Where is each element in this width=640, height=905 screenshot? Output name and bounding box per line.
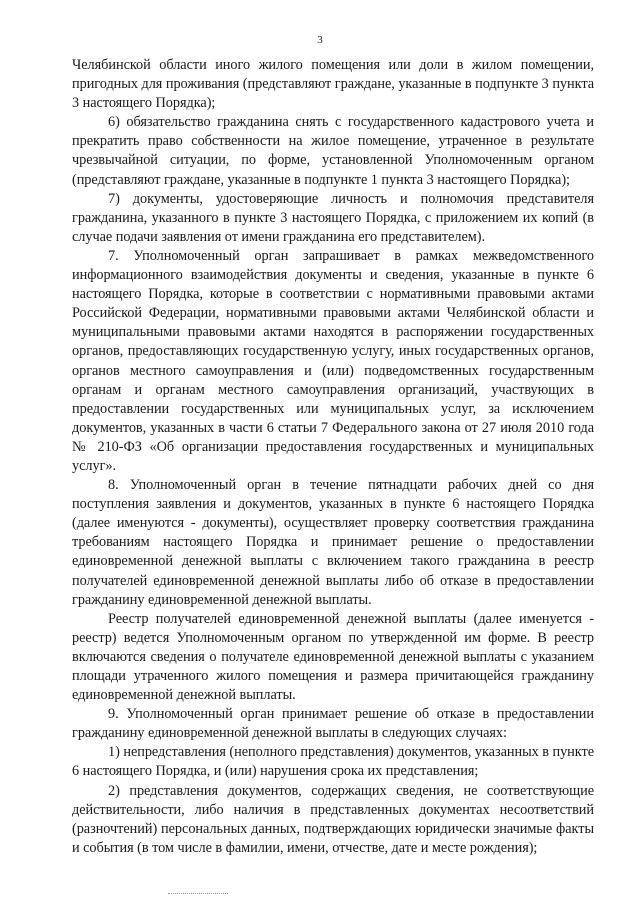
paragraph-item-6: 6) обязательство гражданина снять с государственного кадастрового учета и прекратить право собственности на жилое помещение, утраченное в результате чрезвычайной ситуации, по форме, установленной Уполномоченным органом (представляют граждане, указанные в подпункте 1 пункта 3 настоящего Порядка); <box>72 114 594 188</box>
paragraph-continuation: Челябинской области иного жилого помещения или доли в жилом помещении, пригодных для проживания (представляют граждане, указанные в подпункте 3 пункта 3 настоящего Порядка); <box>72 57 594 112</box>
paragraph-refusal-2: 2) представления документов, содержащих сведения, не соответствующие действительности, либо наличия в представленных документах несоответствий (разночтений) персональных данных, подтверждающих юридически значимые факты и события (в том числе в фамилии, имени, отчестве, дате и месте рождения); <box>72 782 594 856</box>
paragraph-clause-9: 9. Уполномоченный орган принимает решение об отказе в предоставлении гражданину единовременной денежной выплаты в следующих случаях: <box>72 706 594 742</box>
footer-scan-mark <box>168 893 228 896</box>
paragraph-refusal-1: 1) непредставления (неполного представления) документов, указанных в пункте 6 настоящего Порядка, и (или) нарушения срока их представления; <box>72 744 594 780</box>
page-number: 3 <box>317 34 323 46</box>
paragraph-registry: Реестр получателей единовременной денежной выплаты (далее именуется - реестр) ведется Уполномоченным органом по утвержденной им форме. В реестр включаются сведения о получателе единовременной денежной выплаты с указанием площади утраченного жилого помещения и размера причитающейся гражданину единовременной денежной выплаты. <box>72 610 594 704</box>
paragraph-clause-8: 8. Уполномоченный орган в течение пятнадцати рабочих дней со дня поступления заявления и документов, указанных в пункте 6 настоящего Порядка (далее именуются - документы), осуществляет проверку соответствия гражданина требованиям настоящего Порядка и принимает решение о предоставлении единовременной денежной выплаты с включением такого гражданина в реестр получателей единовременной денежной выплаты либо об отказе в предоставлении гражданину единовременной денежной выплаты. <box>72 477 594 608</box>
paragraph-item-7: 7) документы, удостоверяющие личность и полномочия представителя гражданина, указанного в пункте 3 настоящего Порядка, с приложением их копий (в случае подачи заявления от имени гражданина его представителем). <box>72 190 594 245</box>
paragraph-clause-7: 7. Уполномоченный орган запрашивает в рамках межведомственного информационного взаимодействия документы и сведения, указанные в пункте 6 настоящего Порядка, которые в соответствии с нормативными правовыми актами Российской Федерации, нормативными правовыми актами Челябинской области и муниципальными правовыми актами находятся в распоряжении государственных органов, предоставляющих государственную услугу, иных государственных органов, органов местного самоуправления и (или) подведомственных государственным органам и органам местного самоуправления организаций, участвующих в предоставлении государственных или муниципальных услуг, за исключением документов, указанных в части 6 статьи 7 Федерального закона от 27 июля 2010 года № 210-ФЗ «Об организации предоставления государственных и муниципальных услуг». <box>72 247 594 474</box>
document-body <box>72 56 594 858</box>
